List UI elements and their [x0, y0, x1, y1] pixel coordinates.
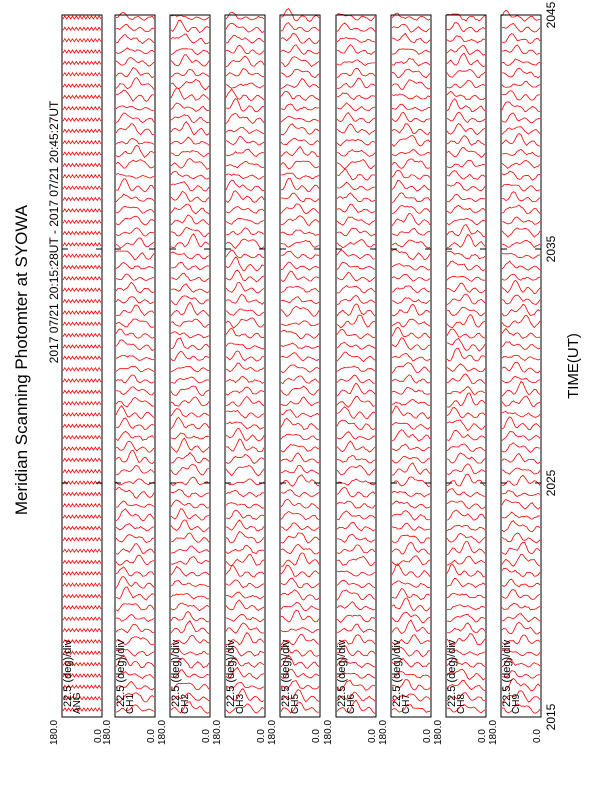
channel-label-ch1: CH1	[125, 693, 136, 714]
y-tick-top-ch6: 180.0	[323, 719, 334, 745]
panel-ch6	[336, 14, 376, 717]
scale-label-ch1: 22.5 (deg)/div	[115, 639, 127, 707]
panel-ch8	[446, 14, 486, 717]
y-tick-bottom-ch6: 0.0	[367, 729, 378, 743]
channel-label-ch6: CH6	[346, 693, 357, 714]
panel-ch7	[391, 13, 431, 717]
scale-label-ch6: 22.5 (deg)/div	[336, 639, 348, 707]
panel-frame-ch6	[336, 15, 376, 717]
x-axis-label: TIME(UT)	[565, 333, 582, 399]
y-tick-bottom-ch1: 0.0	[146, 729, 157, 743]
x-tick-label: 2015	[544, 703, 558, 731]
channel-label-ch7: CH7	[401, 693, 412, 714]
channel-label-ch2: CH2	[180, 693, 191, 714]
scale-label-ch7: 22.5 (deg)/div	[391, 639, 403, 707]
panel-ch9	[501, 10, 541, 717]
y-tick-bottom-ang: 0.0	[93, 729, 104, 743]
scale-label-ch8: 22.5 (deg)/div	[446, 639, 458, 707]
y-tick-bottom-ch5: 0.0	[311, 729, 322, 743]
panel-frame-ang	[62, 15, 102, 717]
panel-frame-ch8	[446, 15, 486, 717]
y-tick-top-ch1: 180.0	[102, 719, 113, 745]
scale-label-ch2: 22.5 (deg)/div	[170, 639, 182, 707]
chart-title: Meridian Scanning Photomter at SYOWA	[12, 204, 31, 516]
panel-frame-ch5	[280, 15, 320, 717]
y-tick-bottom-ch9: 0.0	[532, 729, 543, 743]
x-tick-label: 2035	[544, 235, 558, 263]
channel-label-ch3: CH3	[235, 693, 246, 714]
y-tick-top-ch3: 180.0	[212, 719, 223, 745]
panel-ch3	[225, 12, 265, 717]
x-tick-label: 2045	[544, 1, 558, 29]
channel-label-ch5: CH5	[290, 693, 301, 714]
panel-ch1	[115, 12, 155, 717]
y-tick-top-ch7: 180.0	[378, 719, 389, 745]
y-tick-bottom-ch7: 0.0	[422, 729, 433, 743]
panel-ang	[62, 15, 102, 717]
y-tick-top-ch2: 180.0	[157, 719, 168, 745]
scale-label-ch9: 22.5 (deg)/div	[501, 639, 513, 707]
y-tick-bottom-ch3: 0.0	[256, 729, 267, 743]
panel-frame-ch3	[225, 15, 265, 717]
channel-label-ch9: CH9	[511, 693, 522, 714]
scale-label-ch3: 22.5 (deg)/div	[225, 639, 237, 707]
channel-label-ang: ANG	[72, 692, 83, 714]
panels-group	[49, 9, 543, 745]
y-tick-top-ang: 180.0	[49, 719, 60, 745]
y-tick-top-ch9: 180.0	[488, 719, 499, 745]
scale-label-ch5: 22.5 (deg)/div	[280, 639, 292, 707]
chart-subtitle: 2017 07/21 20:15:28UT - 2017 07/21 20:45:27UT	[47, 100, 61, 364]
x-tick-label: 2025	[544, 469, 558, 497]
y-tick-top-ch5: 180.0	[267, 719, 278, 745]
y-tick-bottom-ch8: 0.0	[477, 729, 488, 743]
channel-label-ch8: CH8	[456, 693, 467, 714]
panel-ch5	[280, 9, 320, 717]
y-tick-bottom-ch2: 0.0	[201, 729, 212, 743]
scale-label-ang: 22.5 (deg)/div	[62, 639, 74, 707]
panel-ch2	[170, 15, 210, 717]
y-tick-top-ch8: 180.0	[433, 719, 444, 745]
